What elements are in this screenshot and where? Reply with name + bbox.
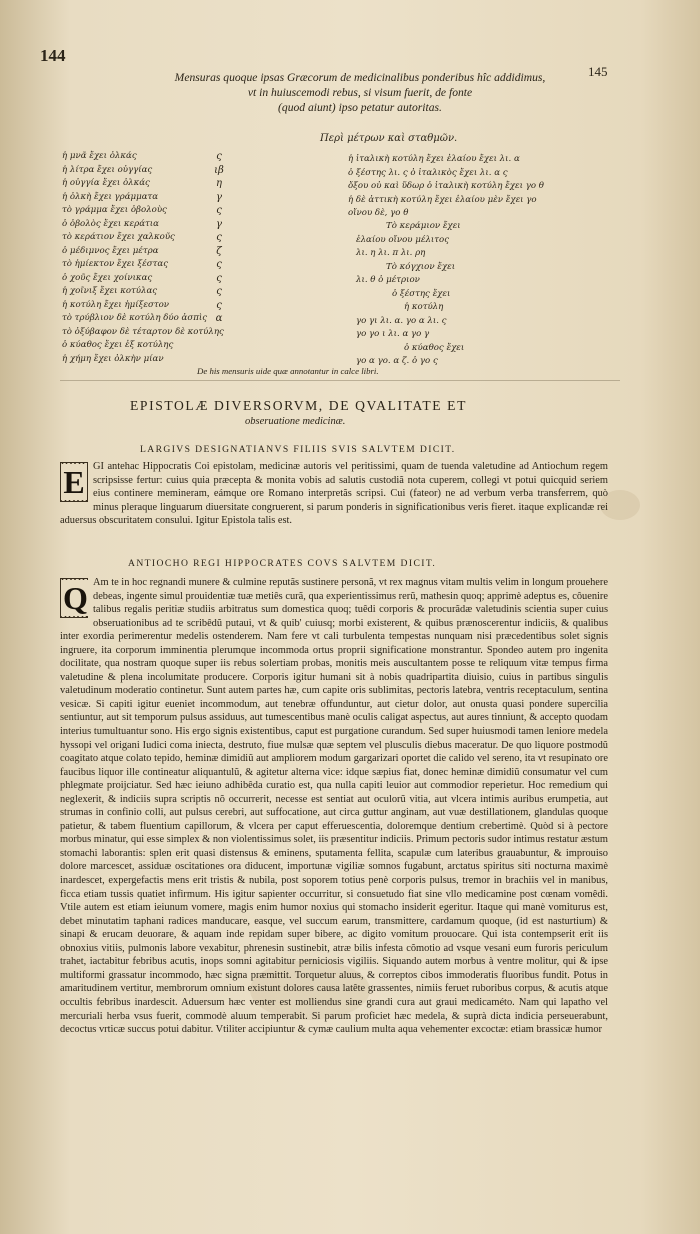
intro-line: Mensuras quoque ipsas Græcorum de medicinalibus ponderibus hîc addidimus,: [174, 71, 546, 84]
letter-salutation: LARGIVS DESIGNATIANVS FILIIS SVIS SALVTEM DICIT.: [140, 444, 456, 455]
measure-number: ς: [216, 151, 222, 162]
measure-line: ὁ μέδιμνος ἔχει μέτρα: [62, 245, 159, 256]
measure-line: οἴνου δὲ, γο θ: [348, 208, 409, 218]
measure-line: ἡ χοῖνιξ ἔχει κοτύλας: [62, 286, 158, 296]
measure-number: ς: [216, 286, 222, 297]
divider: [60, 380, 620, 381]
measure-line: ἡ χήμη ἔχει ὀλκὴν μίαν: [62, 353, 164, 364]
measure-line: Τὸ κόγχιον ἔχει: [386, 261, 456, 272]
measure-number: ς: [216, 299, 222, 311]
measure-line: ἡ ὀλκὴ ἔχει γράμματα: [62, 191, 159, 202]
measure-number: ς: [216, 232, 222, 243]
measure-number: ζ: [216, 245, 222, 257]
measure-line: λι. η λι. π λι. ρη: [356, 248, 426, 258]
letter-text: GI antehac Hippocratis Coi epistolam, medicinæ autoris vel peritissimi, quam de tuenda valetudine ad Antiochum regem scripsisse fertur: cuius quia præcepta & monita vobis ad salutis custodiã nota cuperem, collegi vt potui quicquid seriem eius continere memineram, eámque ore Romano interpretãs scripsi. Cui (fateor) ne ad verbum verba transferrem, quò minus pleraque linguarum diuersitate congruerent, si parum ponderis in significationibus veris fieret. itaque explicandæ rei aduersus obscuritatem consului. Igitur Epistola talis est.: [60, 461, 608, 527]
measures-number-column: [212, 150, 226, 326]
intro-line: (quod aiunt) ipso petatur autoritas.: [278, 101, 442, 114]
page-number-right: 145: [588, 64, 608, 79]
measure-line: ἡ κοτύλη ἔχει ἡμίξεστον: [62, 299, 169, 310]
decorated-initial: Q: [60, 578, 88, 618]
measure-line: τὸ τρύβλιον δὲ κοτύλη δύο ἀσπὶς: [62, 313, 208, 323]
measure-line: ἡ λίτρα ἔχει οὐγγίας: [62, 164, 153, 175]
measures-right-lower: [356, 220, 464, 369]
section-subheading: obseruatione medicinæ.: [245, 416, 346, 427]
measure-line: Τὸ κεράμιον ἔχει: [386, 221, 461, 231]
measure-number: γ: [216, 218, 222, 230]
measure-line: ὁ κύαθος ἔχει: [404, 342, 465, 353]
letter-text: Am te in hoc regnandi munere & culmine reputãs sustinere personã, vt rex magnus vitam multis velim in longum prouehere debeas, ingente simul prouidentiæ tuæ metiês curã, qua experientissimus rerũ, mathesin quoq; apprimè adeptus es, côuenire talibus regalis peritiæ studiis arbitratus sum domestica quoq; tuêdi corporis & procurãdæ valetudinis scientia super cuius obseruationibus ad te scribêdũ putaui, vt & quib' cuiusq; morbi existerent, & quibus prænoscerentur indiciis, & qualibus inter exordia perimerentur medelis ostenderem. Nam fere vt cali turbulenta tempestas nunquam nisi præcedentibus solet signis ingruere, ita corporum imminentia plerumque incommoda ortus proprii significatione monstrantur. Spondeo autem pro ingenita docilitate, qua nostram quoque super iis rebus solertiam probas, monitis meis auscultantem posse te reliquum vitæ tempus firma valetudine & plena incolumitate producere. Corporis igitur humani sit à nobis quadripartita diuisio, cuius in partibus singulis valetudinum moderatio continetur. Sunt autem partes hæ, cum capite oris sublimitas, pectoris latebra, ventris receptaculum, sentina vesicæ. Si capiti igitur eueniet incommodum, aut tenebræ offunduntur, aut cietur dolor, aut onusta quasi pondere supercilia sentiuntur, aut sit temporum pulsus assiduus, aut tumescentibus manè oculis caligat aspectus, aut aures tinniunt, & accepto quodam interius tumultuantur sono. His ergo signis existentibus, caput est purgatione curandum. Sed super huiusmodi tamen leniore medela hyssopi vel origani Iudici coma iniecta, destruto, fiue mulsæ quæ septem vel plusculis diebus maceratur. De quo liquore postmodũ coagitato atque colato tepido, heminæ dimidiũ aut ampliorem modum gargarizari oportet die calido vel sereno, ita vt resupinato ore faucibus liquor ille contineatur aliquantulũ, & agitetur alterna vice: idque sæpius fiat, donec heminæ dimidiũ consumatur vel cum phlegmate proijciatur. Sed hæc ieiuno adhibêda curatio est, qua nulla capiti leuior aut commodior reperietur. Hoc remedium qui neglexerit, & indiciis supra scriptis nõ occurrerit, necesse est sentiat aut oculorũ vitia, aut vlcera intimis auribus erumpetia, aut strumas in confinio colli, aut pulsus cerebri, aut suffocatione, aut circa guttur anginam, aut vuæ destillationem, glandulas quoque patietur, & tabem fluentium capillorum, & vlcera per caput efferuescentia, doloremque dentium crebertimè. Quòd si à pectore morbus minatur, qui esse simplex & non violentissimus solet, iis præsentitur indiciis. Primum pectoris sudor intimus restatur æstum stomachi laborantis: splen erit quasi distensus & eminens, sputamenta fellita, scapulæ cum lateribus grauabuntur, & improuiso dolore marcescet, assiduæ oscitationes ora diducent, importunæ vigiliæ somnos fugabunt, arctatus spiritus siti nocturna maximè inardescet, expergefactis mens erit tristis & nubila, post soporem totius penè corporis pulsus, tremor in brachiis vel in manibus, ficca etiam tussis quatiet infirmum. His igitur sapienter occurritur, si consuetudo fiat sine vllo medicamine post cœnam vomêdi. Vtile autem est etiam ieiunum vomere, magis enim humor noxius qui stomacho insiderit egeritur. Itaque qui manè vomiturus est, debet minutatim taphani radices manducare, easque, vel succum earum, transmittere, cardamum quoque, (id est nasturtium) & sinapi & erucam deuorare, & aquam inde repidam super bibere, ac digito vomitum prouocare. Qui ista contempserit erit iis obnoxius vitiis, pulmonis labore vexabitur, phrenesin sustinebit, atræ bilis infesta cõmotio ad vsque vesani eum furoris periculum trahet, iactabitur febribus acutis, inops somni agitabitur perniciosis vigiliis. Siquando autem morbus à ventre molitur, qui & ipse multiformi grassatur incommodo, hæc signa præmittit. Torquetur aluus, & correptos cibos immoderatis fluoribus fundit. Potus in amaritudinem vertitur, membrorum omnium existunt dolores causa latête grassentes, nimiis feruet ruboribus corpus, & acutis atque occultis febribus inardescit. Aduersum hæc venter est molliendus sine grandi cura aut graui medicaméto. Nam qui lapatho vel mercuriali herba vsus fuerit, commodè aluum temperabit. Si parum proficiet hæc medela, & suprà dicta indicia perseuerabunt, decoctus vrticæ succus potui dabitur. Vtiliter accipiuntur & cymæ caulium multa aqua vehementer excoctæ: etiam brassicæ humor: [60, 577, 608, 1036]
measure-line: λι. θ ὁ μέτριον: [356, 275, 420, 285]
measure-number: ς: [216, 205, 222, 216]
measure-number: ς: [216, 272, 222, 284]
measure-line: γο α γο. α ζ. ὁ γο ς: [356, 356, 438, 366]
measure-line: τὸ ὀξύβαφον δὲ τέταρτον δὲ κοτύλης: [62, 326, 224, 337]
measure-line: ἡ οὐγγία ἔχει ὀλκάς: [62, 178, 150, 188]
intro-line: vt in huiuscemodi rebus, si visum fuerit, de fonte: [247, 86, 473, 99]
measures-right-column: [348, 153, 544, 221]
measure-line: ὁ ξέστης λι. ς ὁ ἰταλικὸς ἔχει λι. α ς: [348, 167, 508, 178]
section-heading: EPISTOLÆ DIVERSORVM, DE QVALITATE ET: [130, 398, 467, 413]
table-note: De his mensuris uide quæ annotantur in calce libri.: [197, 366, 379, 376]
measures-left-column: [62, 150, 224, 366]
measure-line: τὸ γράμμα ἔχει ὀβολοὺς: [62, 205, 167, 215]
letter-body: [60, 460, 608, 528]
measure-line: ἡ δὲ ἀττικὴ κοτύλη ἔχει ἐλαίου μὲν ἔχει γο: [348, 194, 537, 205]
measure-line: γο γο ι λι. α γο γ: [356, 329, 430, 339]
measure-line: γο γι λι. α. γο α λι. ς: [356, 315, 447, 326]
measure-line: ἡ ἰταλικὴ κοτύλη ἔχει ἐλαίου ἔχει λι. α: [348, 154, 520, 164]
measure-number: η: [216, 178, 222, 189]
measure-line: τὸ κεράτιον ἔχει χαλκοῦς: [62, 232, 175, 242]
measure-line: ὄξου οὐ καὶ ὕδωρ ὁ ἰταλικὴ κοτύλη ἔχει γο θ: [348, 181, 544, 191]
measure-line: ὁ ξέστης ἔχει: [392, 288, 451, 299]
measure-number: ιβ: [214, 164, 224, 176]
measure-line: τὸ ἡμίεκτον ἔχει ξέστας: [62, 259, 169, 269]
measure-line: ἡ κοτύλη: [404, 302, 444, 312]
measure-line: ἐλαίου οἴνου μέλιτος: [356, 234, 450, 245]
letter-salutation: ANTIOCHO REGI HIPPOCRATES COVS SALVTEM DICIT.: [128, 558, 437, 569]
measure-number: ς: [216, 259, 222, 270]
measure-line: ὁ ὀβολὸς ἔχει κεράτια: [62, 218, 159, 229]
measure-line: ὁ κύαθος ἔχει ἐξ κοτύλης: [62, 340, 174, 350]
measure-number: γ: [216, 191, 222, 203]
intro-paragraph: [150, 70, 570, 115]
letter-body: [60, 576, 608, 1037]
decorated-initial: E: [60, 462, 88, 502]
measure-line: ἡ μνᾶ ἔχει ὀλκάς: [62, 151, 137, 161]
page-number: 144: [40, 46, 66, 65]
measure-line: ὁ χοῦς ἔχει χοίνικας: [62, 272, 153, 283]
measures-table-title: Περὶ μέτρων καὶ σταθμῶν.: [320, 133, 458, 144]
measure-number: α: [215, 313, 223, 324]
